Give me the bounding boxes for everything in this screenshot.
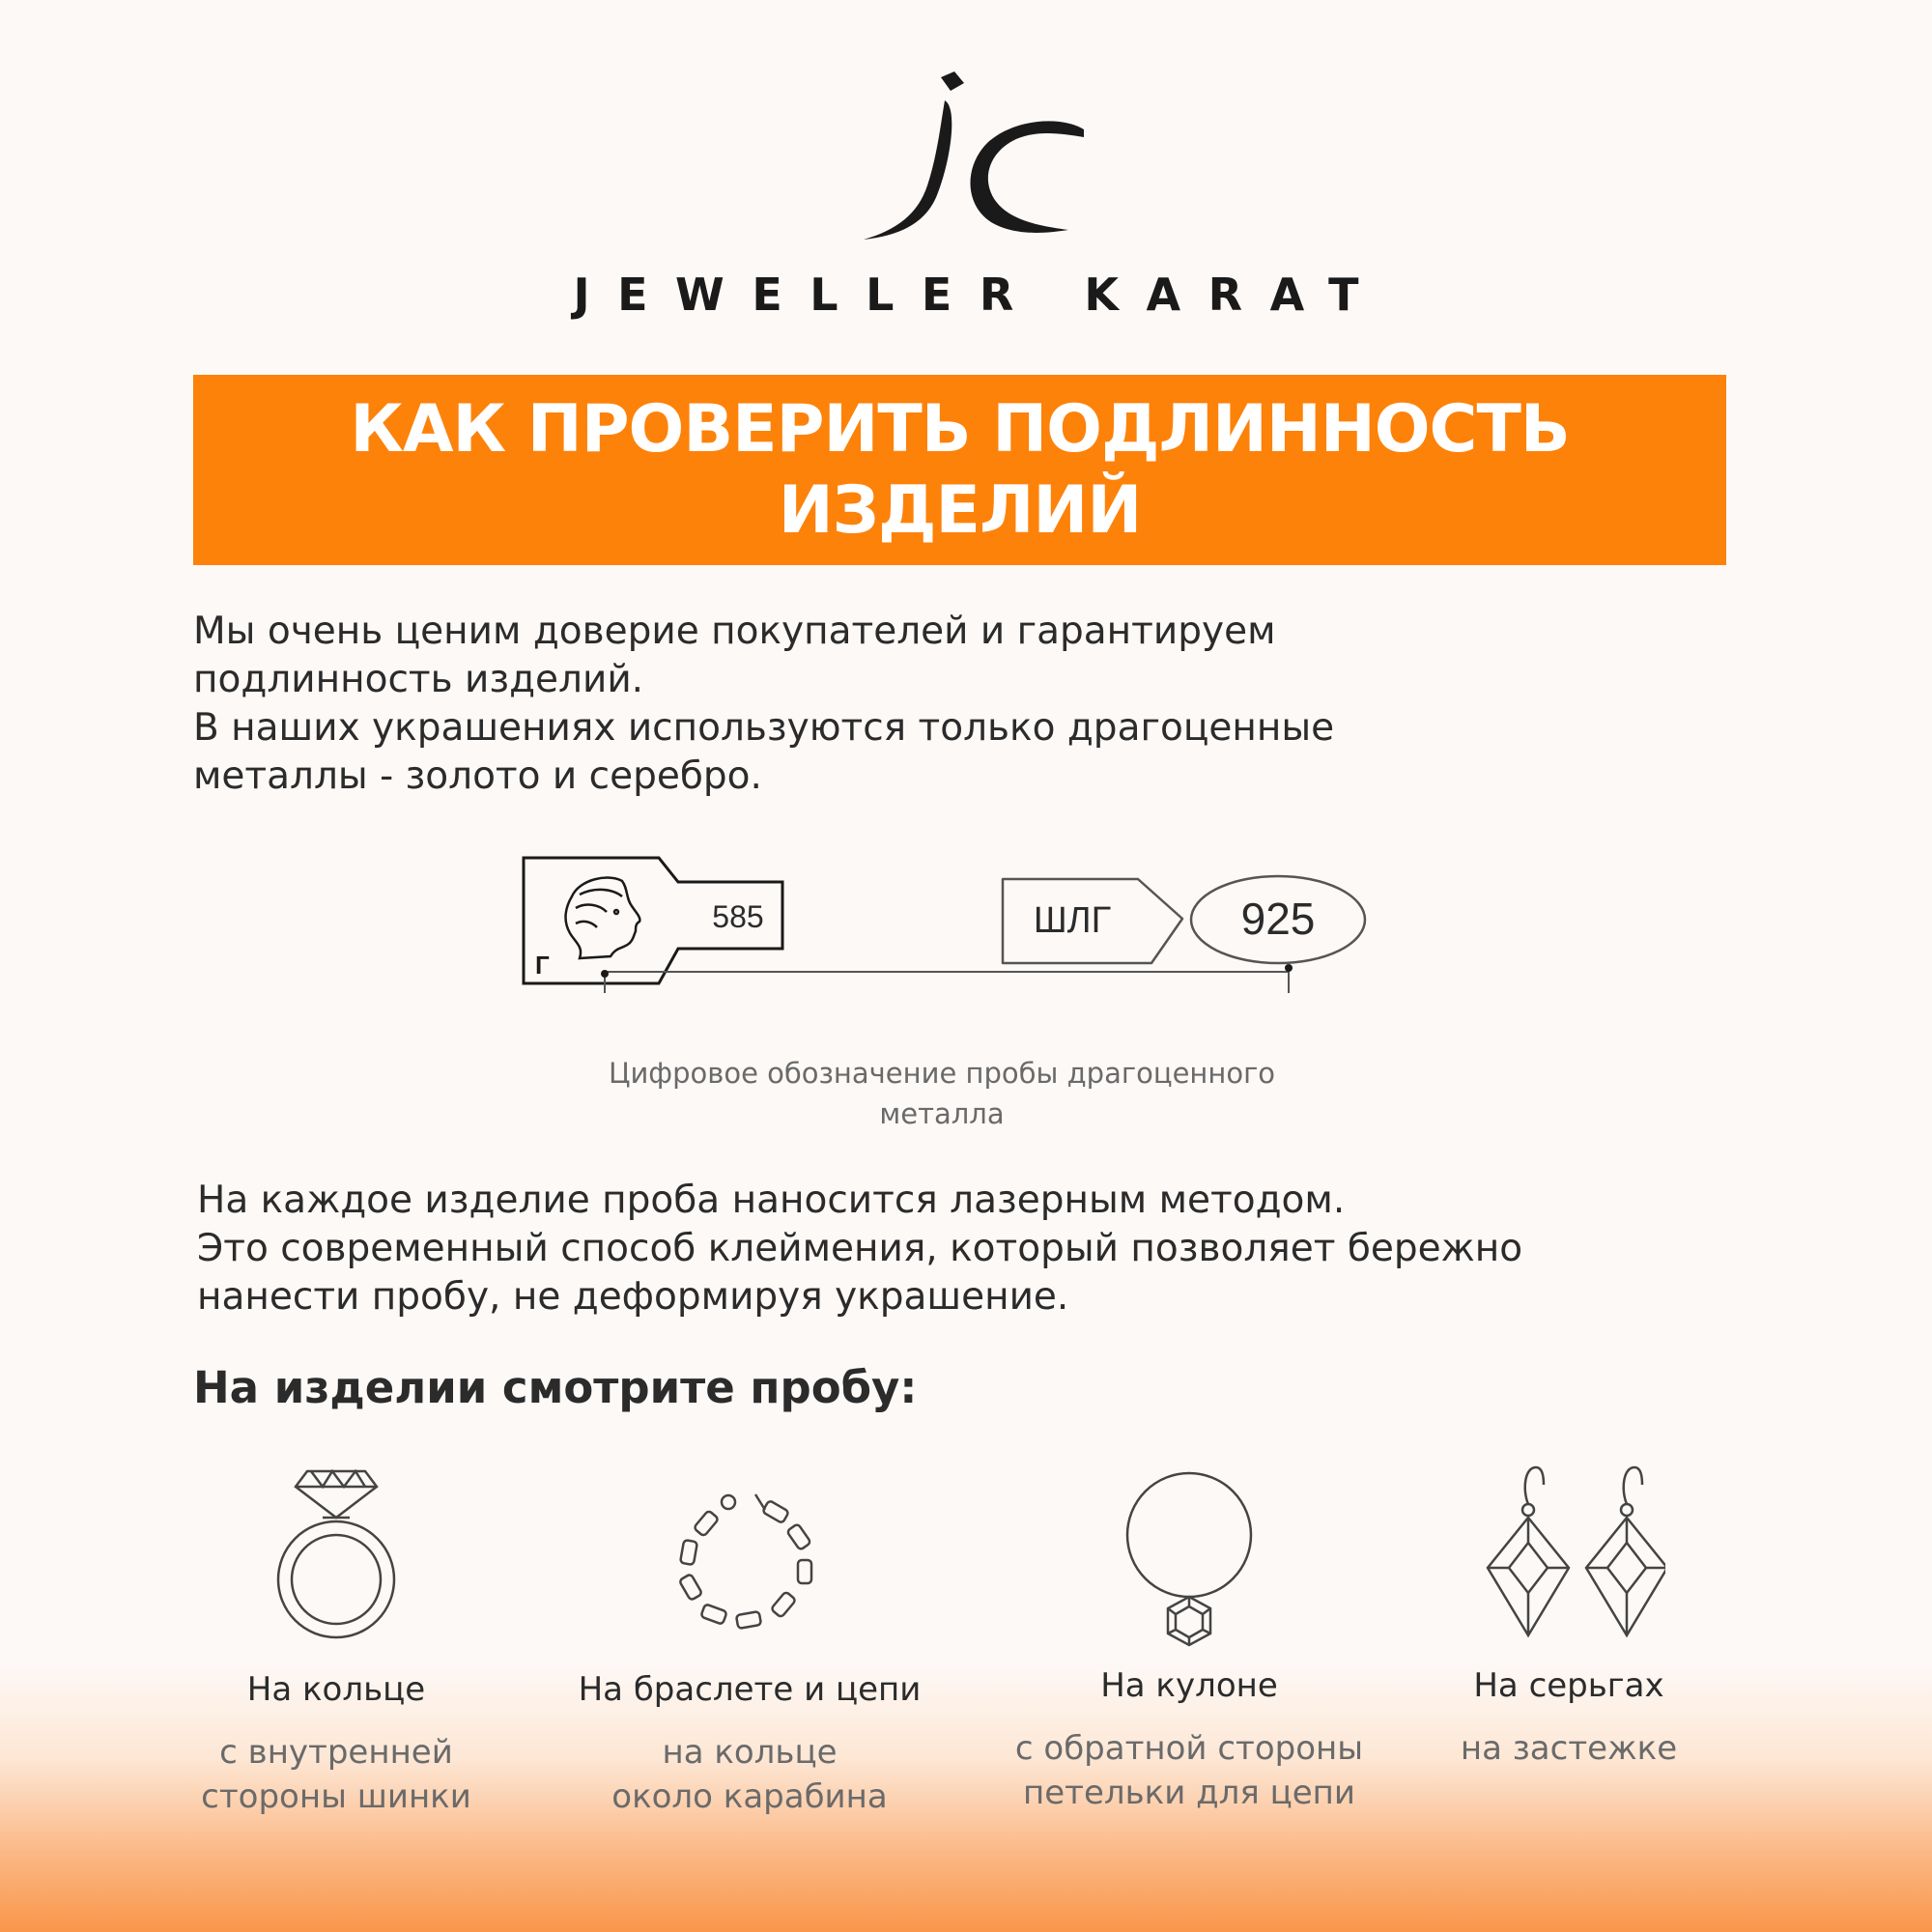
goddess-head-icon xyxy=(566,878,640,958)
item-ring-desc-1: с внутренней xyxy=(219,1733,453,1772)
intro-line-1: Мы очень ценим доверие покупателей и гарантируем xyxy=(193,610,1276,653)
laser-line-1: На каждое изделие проба наносится лазерным методом. xyxy=(197,1179,1346,1222)
intro-line-3: В наших украшениях используются только драгоценные xyxy=(193,706,1335,750)
where-heading: На изделии смотрите пробу: xyxy=(193,1362,918,1413)
item-earrings-desc-1: на застежке xyxy=(1460,1729,1678,1768)
item-pendant xyxy=(996,1463,1382,1815)
item-ring xyxy=(143,1463,529,1819)
caption-line-2: металла xyxy=(879,1097,1005,1130)
item-earrings xyxy=(1376,1463,1762,1771)
gold-letter: Г xyxy=(535,951,550,980)
caption-line-1: Цифровое обозначение пробы драгоценного xyxy=(608,1057,1276,1090)
title-banner xyxy=(193,375,1726,565)
ring-icon xyxy=(269,1463,404,1657)
intro-line-4: металлы - золото и серебро. xyxy=(193,754,762,798)
item-bracelet-desc-1: на кольце xyxy=(662,1733,838,1772)
item-earrings-title: На серьгах xyxy=(1473,1666,1664,1705)
hallmarks-diagram xyxy=(512,850,1381,1014)
hallmark-caption xyxy=(483,1053,1401,1134)
item-pendant-desc-2: петельки для цепи xyxy=(1023,1774,1355,1812)
item-bracelet xyxy=(556,1463,943,1819)
item-ring-desc-2: стороны шинки xyxy=(201,1777,471,1816)
item-pendant-desc-1: с обратной стороны xyxy=(1014,1729,1364,1768)
caption-bracket xyxy=(605,972,1289,993)
item-ring-title: На кольце xyxy=(246,1670,426,1709)
item-bracelet-title: На браслете и цепи xyxy=(578,1670,922,1709)
banner-title-line-2: ИЗДЕЛИЙ xyxy=(778,471,1142,549)
silver-fineness: 925 xyxy=(1240,894,1316,944)
item-bracelet-desc xyxy=(556,1730,943,1819)
intro-paragraph xyxy=(193,608,1546,801)
item-earrings-desc xyxy=(1376,1726,1762,1771)
item-bracelet-desc-2: около карабина xyxy=(611,1777,888,1816)
gold-fineness: 585 xyxy=(712,899,764,934)
laser-paragraph xyxy=(197,1177,1646,1321)
item-pendant-title: На кулоне xyxy=(1100,1666,1278,1705)
jeweller-karat-logo-icon xyxy=(850,70,1111,248)
item-ring-desc xyxy=(143,1730,529,1819)
silver-code: ШЛГ xyxy=(1033,900,1112,941)
laser-line-3: нанести пробу, не деформируя украшение. xyxy=(197,1275,1069,1319)
banner-title-line-1: КАК ПРОВЕРИТЬ ПОДЛИННОСТЬ xyxy=(350,390,1570,468)
laser-line-2: Это современный способ клеймения, который позволяет бережно xyxy=(197,1227,1523,1270)
intro-line-2: подлинность изделий. xyxy=(193,658,644,701)
brand-name: JEWELLER KARAT xyxy=(573,269,1387,321)
pendant-icon xyxy=(1122,1463,1257,1653)
earrings-icon xyxy=(1472,1463,1665,1653)
bracelet-icon xyxy=(672,1463,827,1657)
item-pendant-desc xyxy=(996,1726,1382,1815)
